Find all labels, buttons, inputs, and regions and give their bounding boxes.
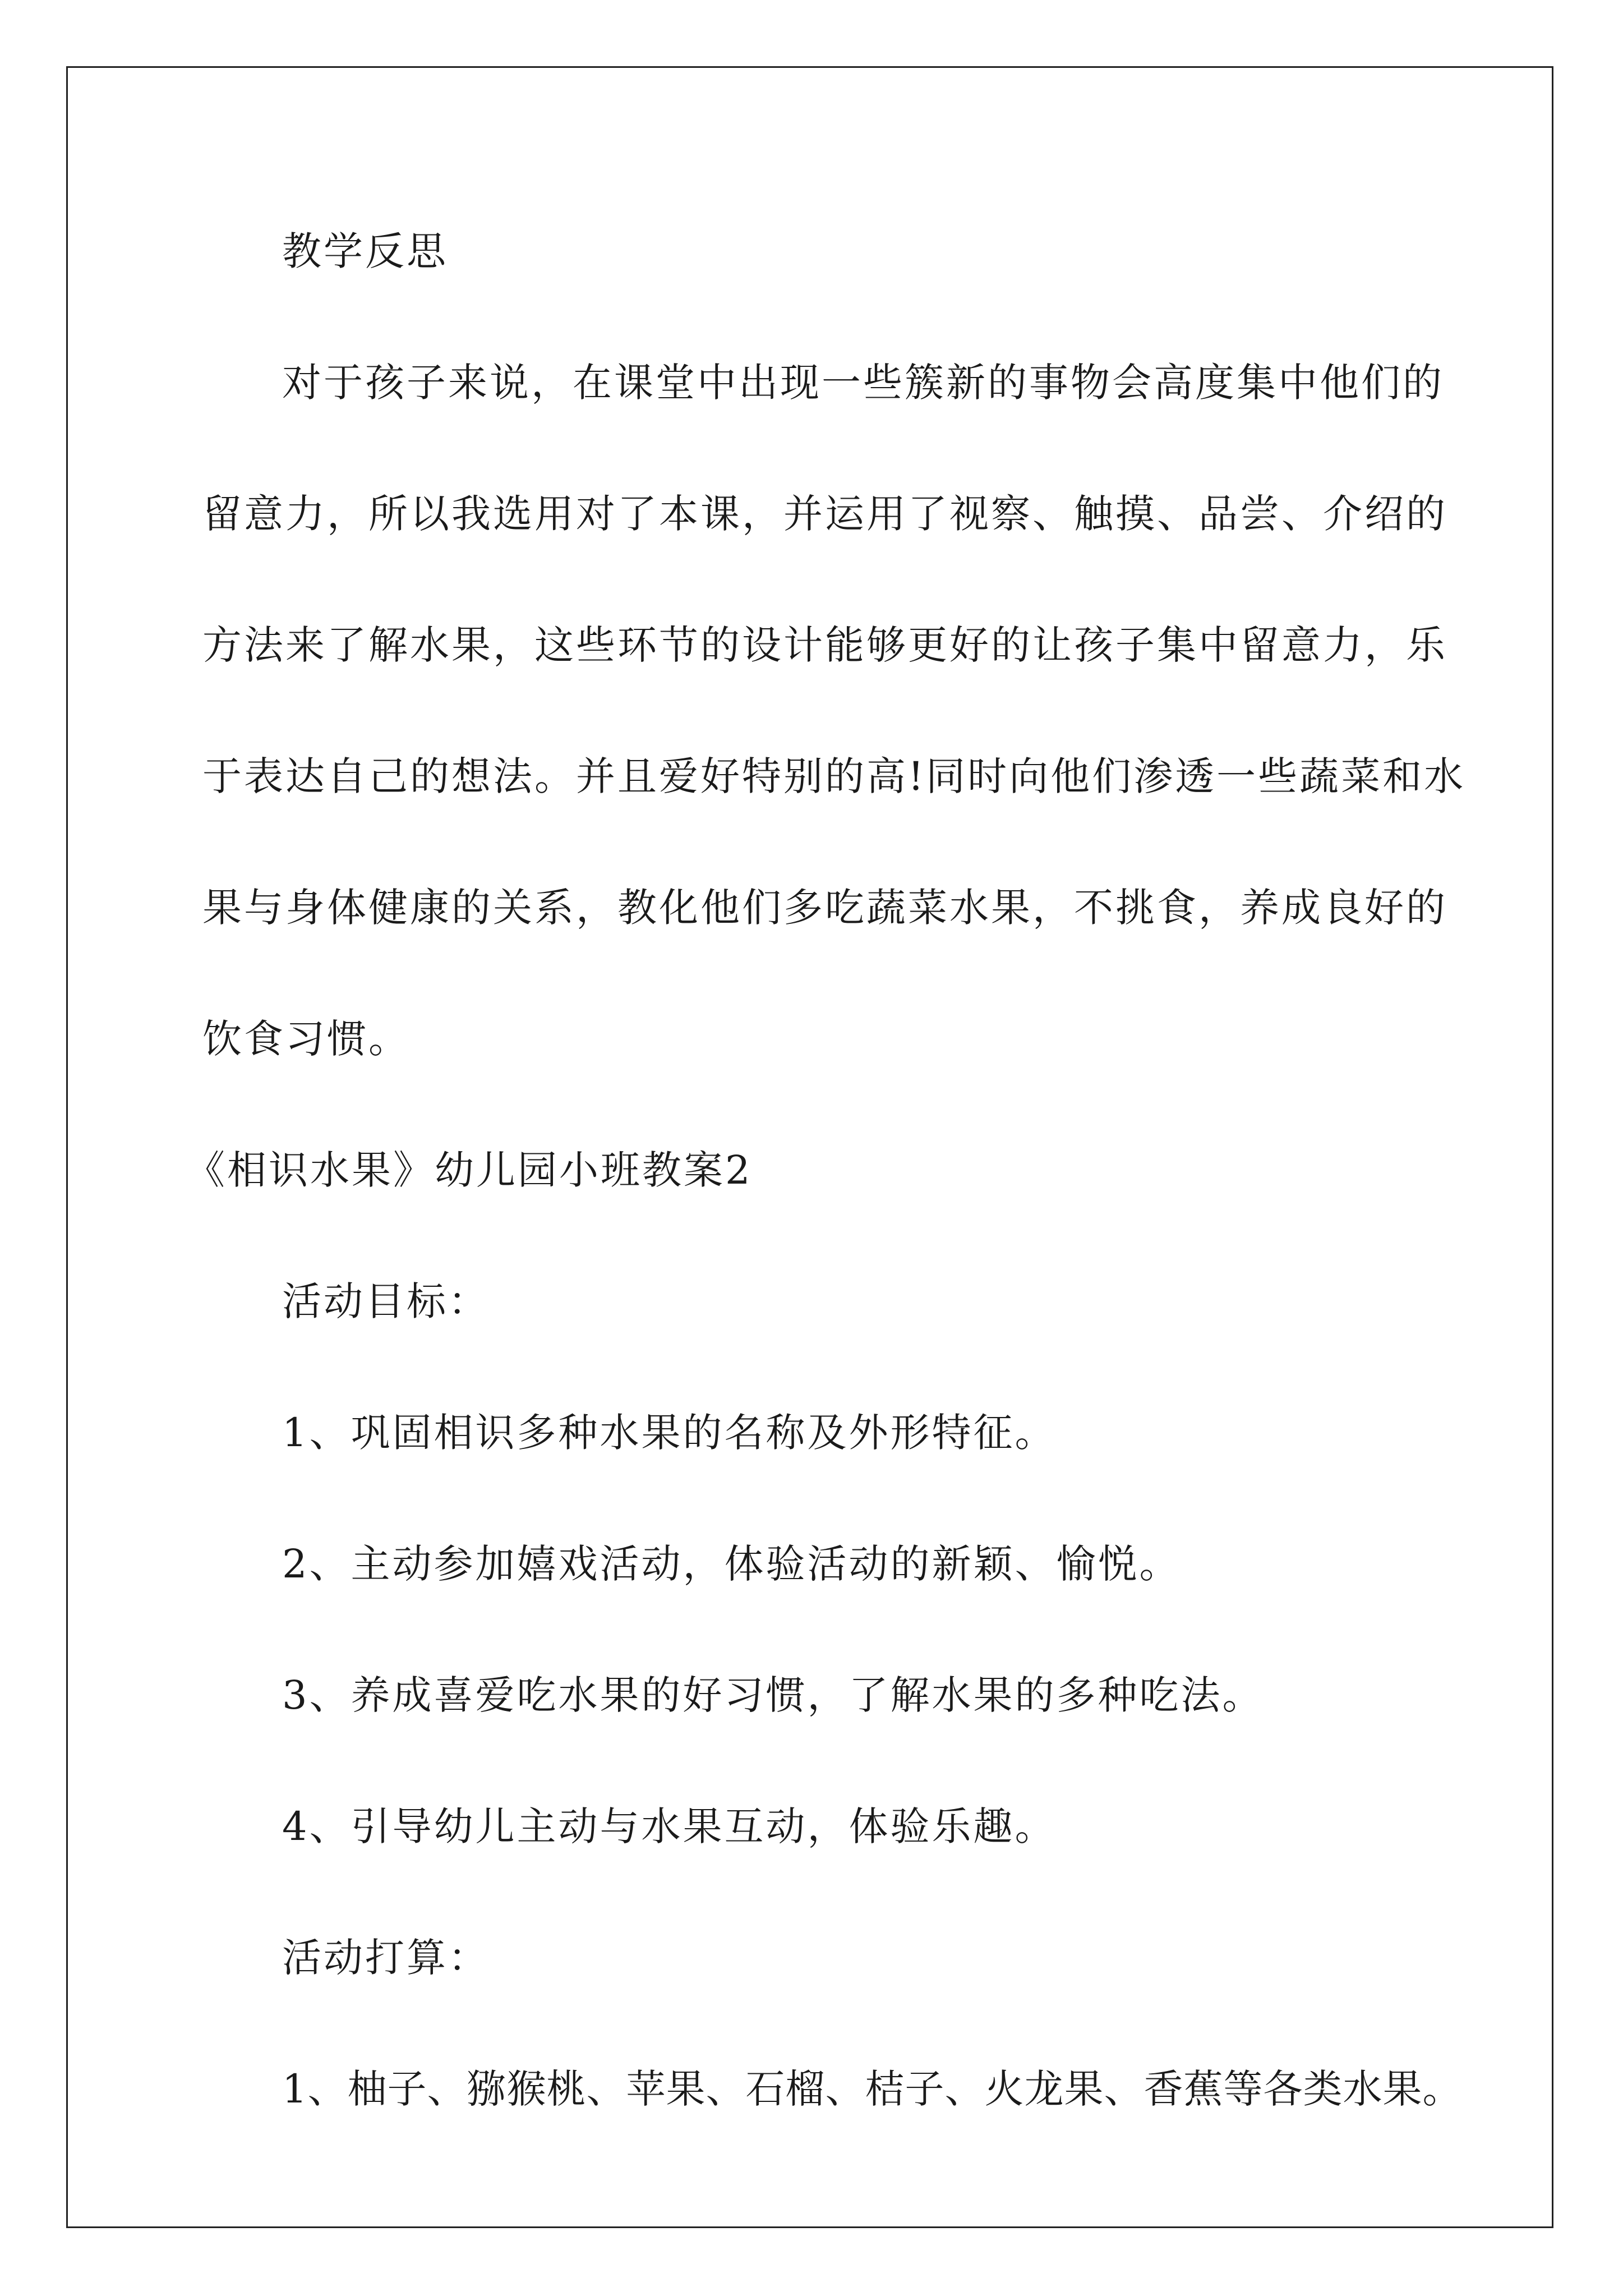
page-frame — [66, 66, 1553, 2228]
list-item: 3、养成喜爱吃水果的好习惯，了解水果的多种吃法。 — [282, 1672, 1264, 1718]
paragraph-line: 饮食习惯。 — [202, 1016, 410, 1062]
section-heading-goals: 活动目标： — [282, 1278, 490, 1324]
list-item: 4、引导幼儿主动与水果互动，体验乐趣。 — [282, 1803, 1057, 1849]
document-body — [68, 68, 1552, 2226]
section-heading-preparation: 活动打算： — [282, 1935, 490, 1981]
paragraph-line: 于表达自己的想法。并且爱好特别的高!同时向他们渗透一些蔬菜和水 — [202, 753, 1466, 799]
list-item: 1、柚子、猕猴桃、苹果、石榴、桔子、火龙果、香蕉等各类水果。 — [282, 2066, 1463, 2112]
paragraph-line: 方法来了解水果，这些环节的设计能够更好的让孩子集中留意力，乐 — [202, 622, 1447, 668]
list-item: 2、主动参加嬉戏活动，体验活动的新颖、愉悦。 — [282, 1541, 1181, 1587]
lesson-title: 《相识水果》幼儿园小班教案2 — [186, 1147, 753, 1193]
paragraph-line: 果与身体健康的关系，教化他们多吃蔬菜水果，不挑食，养成良好的 — [202, 885, 1447, 931]
paragraph-line: 留意力，所以我选用对了本课，并运用了视察、触摸、品尝、介绍的 — [202, 491, 1447, 537]
paragraph-line: 对于孩子来说，在课堂中出现一些簇新的事物会高度集中他们的 — [282, 360, 1444, 406]
section-heading-reflection: 教学反思 — [282, 228, 448, 274]
list-item: 1、巩固相识多种水果的名称及外形特征。 — [282, 1410, 1057, 1456]
